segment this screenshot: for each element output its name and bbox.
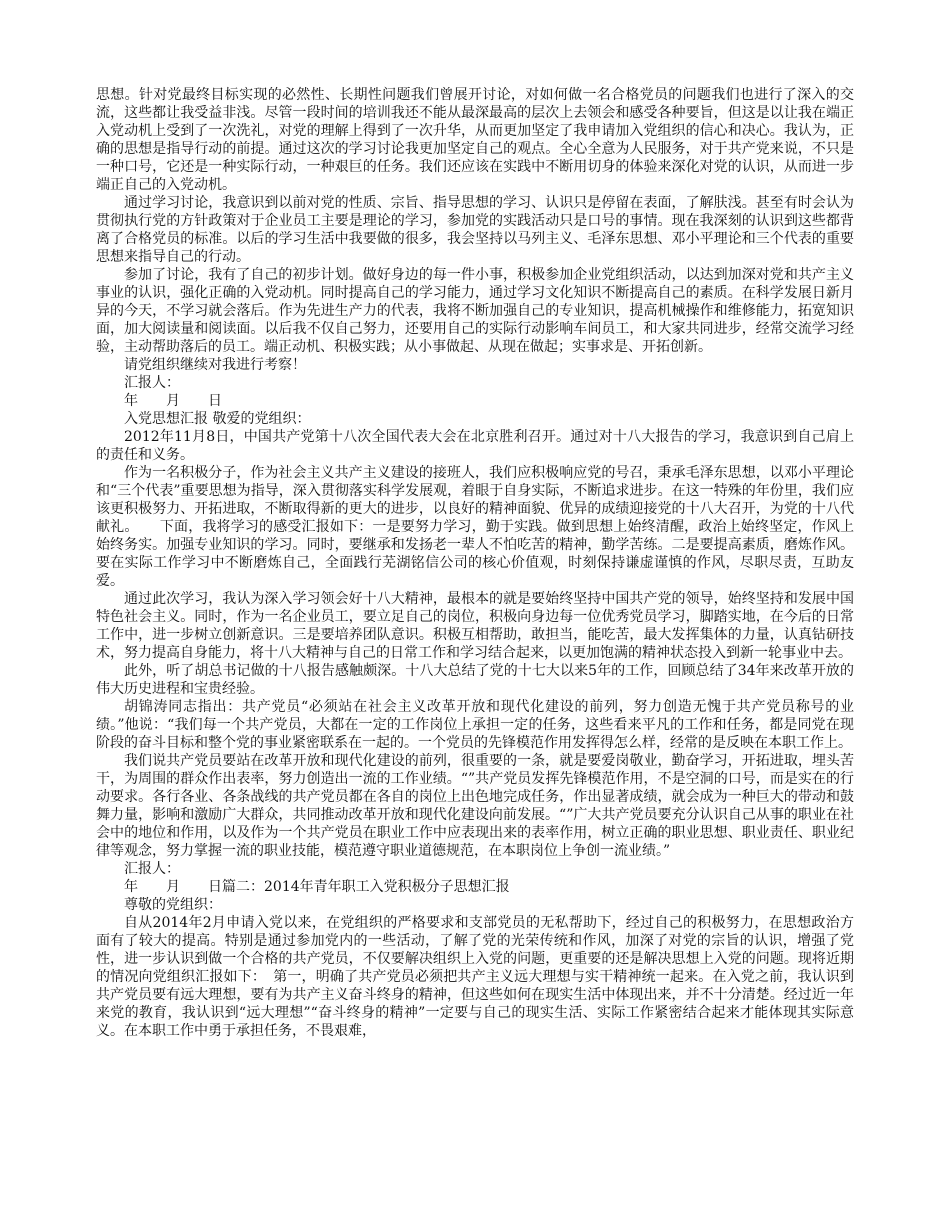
date-line: 年 月 日 [124, 393, 222, 409]
paragraph: 自从2014年2月申请入党以来，在党组织的严格要求和支部党员的无私帮助下，经过自己的积极努力，在思想政治方面有了较大的提高。特别是通过参加党内的一些活动，了解了党的光荣传统和作风，加深了对党的宗旨的认识，增强了党性，进一步认识到做一个合格的共产党员，不仅要解决组织上入党的问题，更重要的还是解决思想上入党的问题。现将近期的情况向党组织汇报如下： 第一，明确了共产党员必须把共产主义远大理想与实干精神统一起来。在入党之前，我认识到共产党员要有远大理想，要有为共产主义奋斗终身的精神，但这些如何在现实生活中体现出来，并不十分清楚。经过近一年来党的教育，我认识到“远大理想”“奋斗终身的精神”一定要与自己的现实生活、实际工作紧密结合起来才能体现其实际意义。在本职工作中勇于承担任务，不畏艰难， [96, 915, 854, 1039]
section-heading: 入党思想汇报 敬爱的党组织： [124, 411, 311, 427]
date-line: 年 月 日篇二：2014年青年职工入党积极分子思想汇报 [124, 879, 510, 895]
closing-request: 请党组织继续对我进行考察！ [124, 357, 306, 373]
paragraph: 我们说共产党员要站在改革开放和现代化建设的前列，很重要的一条，就是要爱岗敬业，勤奋学习，开拓进取，埋头苦干，为周围的群众作出表率，努力创造出一流的工作业绩。“”共产党员发挥先锋模范作用，不是空洞的口号，而是实在的行动要求。各行各业、各条战线的共产党员都在各自的岗位上出色地完成任务，作出显著成绩，就会成为一种巨大的带动和鼓舞力量，影响和激励广大群众，共同推动改革开放和现代化建设向前发展。“”广大共产党员要充分认识自己从事的职业在社会中的地位和作用，以及作为一个共产党员在职业工作中应表现出来的表率作用，树立正确的职业思想、职业责任、职业纪律等观念，努力掌握一流的职业技能，模范遵守职业道德规范，在本职岗位上争创一流业绩。” [96, 753, 854, 859]
paragraph: 通过学习讨论，我意识到以前对党的性质、宗旨、指导思想的学习、认识只是停留在表面，了解肤浅。甚至有时会认为贯彻执行党的方针政策对于企业员工主要是理论的学习，参加党的实践活动只是口号的事情。现在我深刻的认识到这些都背离了合格党员的标准。以后的学习生活中我要做的很多，我会坚持以马列主义、毛泽东思想、邓小平理论和三个代表的重要思想来指导自己的行动。 [96, 195, 854, 265]
paragraph: 作为一名积极分子，作为社会主义共产主义建设的接班人，我们应积极响应党的号召，秉承毛泽东思想，以邓小平理论和“三个代表”重要思想为指导，深入贯彻落实科学发展观，着眼于自身实际，不断追求进步。在这一特殊的年份里，我们应该更积极努力、开拓进取，不断取得新的更大的进步，以良好的精神面貌、优异的成绩迎接党的十八大召开，为党的十八代献礼。 下面，我将学习的感受汇报如下：一是要努力学习，勤于实践。做到思想上始终清醒，政治上始终坚定，作风上始终务实。加强专业知识的学习。同时，要继承和发扬老一辈人不怕吃苦的精神，勤学苦练。二是要提高素质，磨炼作风。要在实际工作学习中不断磨炼自己，全面践行芜湖铭信公司的核心价值观，时刻保持谦虚谨慎的作风，尽职尽责，互助友爱。 [96, 465, 854, 589]
paragraph: 2012年11月8日，中国共产党第十八次全国代表大会在北京胜利召开。通过对十八大报告的学习，我意识到自己肩上的责任和义务。 [96, 429, 854, 463]
paragraph: 思想。针对党最终目标实现的必然性、长期性问题我们曾展开讨论，对如何做一名合格党员的问题我们也进行了深入的交流，这些都让我受益非浅。尽管一段时间的培训我还不能从最深最高的层次上去领会和感受各种要旨，但这是以让我在端正入党动机上受到了一次洗礼，对党的理解上得到了一次升华，从而更加坚定了我申请加入党组织的信心和决心。我认为，正确的思想是指导行动的前提。通过这次的学习讨论我更加坚定自己的观点。全心全意为人民服务，对于共产党来说，不只是一种口号，它还是一种实际行动，一种艰巨的任务。我们还应该在实践中不断用切身的体验来深化对党的认识，从而进一步端正自己的入党动机。 [96, 87, 854, 193]
reporter-label: 汇报人： [124, 861, 180, 877]
paragraph: 此外，听了胡总书记做的十八报告感触颇深。十八大总结了党的十七大以来5年的工作，回顾总结了34年来改革开放的伟大历史进程和宝贵经验。 [96, 663, 854, 697]
paragraph: 参加了讨论，我有了自己的初步计划。做好身边的每一件小事，积极参加企业党组织活动，以达到加深对党和共产主义事业的认识，强化正确的入党动机。同时提高自己的学习能力，通过学习文化知识不断提高自己的素质。在科学发展日新月异的今天，不学习就会落后。作为先进生产力的代表，我将不断加强自己的专业知识，提高机械操作和维修能力，拓宽知识面，加大阅读量和阅读面。以后我不仅自己努力，还要用自己的实际行动影响车间员工，和大家共同进步，经常交流学习经验，主动帮助落后的员工。端正动机、积极实践；从小事做起、从现在做起；实事求是、开拓创新。 [96, 267, 854, 355]
reporter-label: 汇报人： [124, 375, 180, 391]
salutation: 尊敬的党组织： [124, 897, 222, 913]
paragraph: 胡锦涛同志指出：共产党员“必须站在社会主义改革开放和现代化建设的前列，努力创造无愧于共产党员称号的业绩。”他说：“我们每一个共产党员，大都在一定的工作岗位上承担一定的任务，这些看来平凡的工作和任务，都是同党在现阶段的奋斗目标和整个党的事业紧密联系在一起的。一个党员的先锋模范作用发挥得怎么样，经常的是反映在本职工作上。 [96, 699, 854, 751]
paragraph: 通过此次学习，我认为深入学习领会好十八大精神，最根本的就是要始终坚持中国共产党的领导，始终坚持和发展中国特色社会主义。同时，作为一名企业员工，要立足自己的岗位，积极向身边每一位优秀党员学习，脚踏实地，在今后的日常工作中，进一步树立创新意识。三是要培养团队意识。积极互相帮助，敢担当，能吃苦，最大发挥集体的力量，认真钻研技术，努力提高自身能力，将十八大精神与自己的日常工作和学习结合起来，以更加饱满的精神状态投入到新一轮事业中去。 [96, 591, 854, 661]
